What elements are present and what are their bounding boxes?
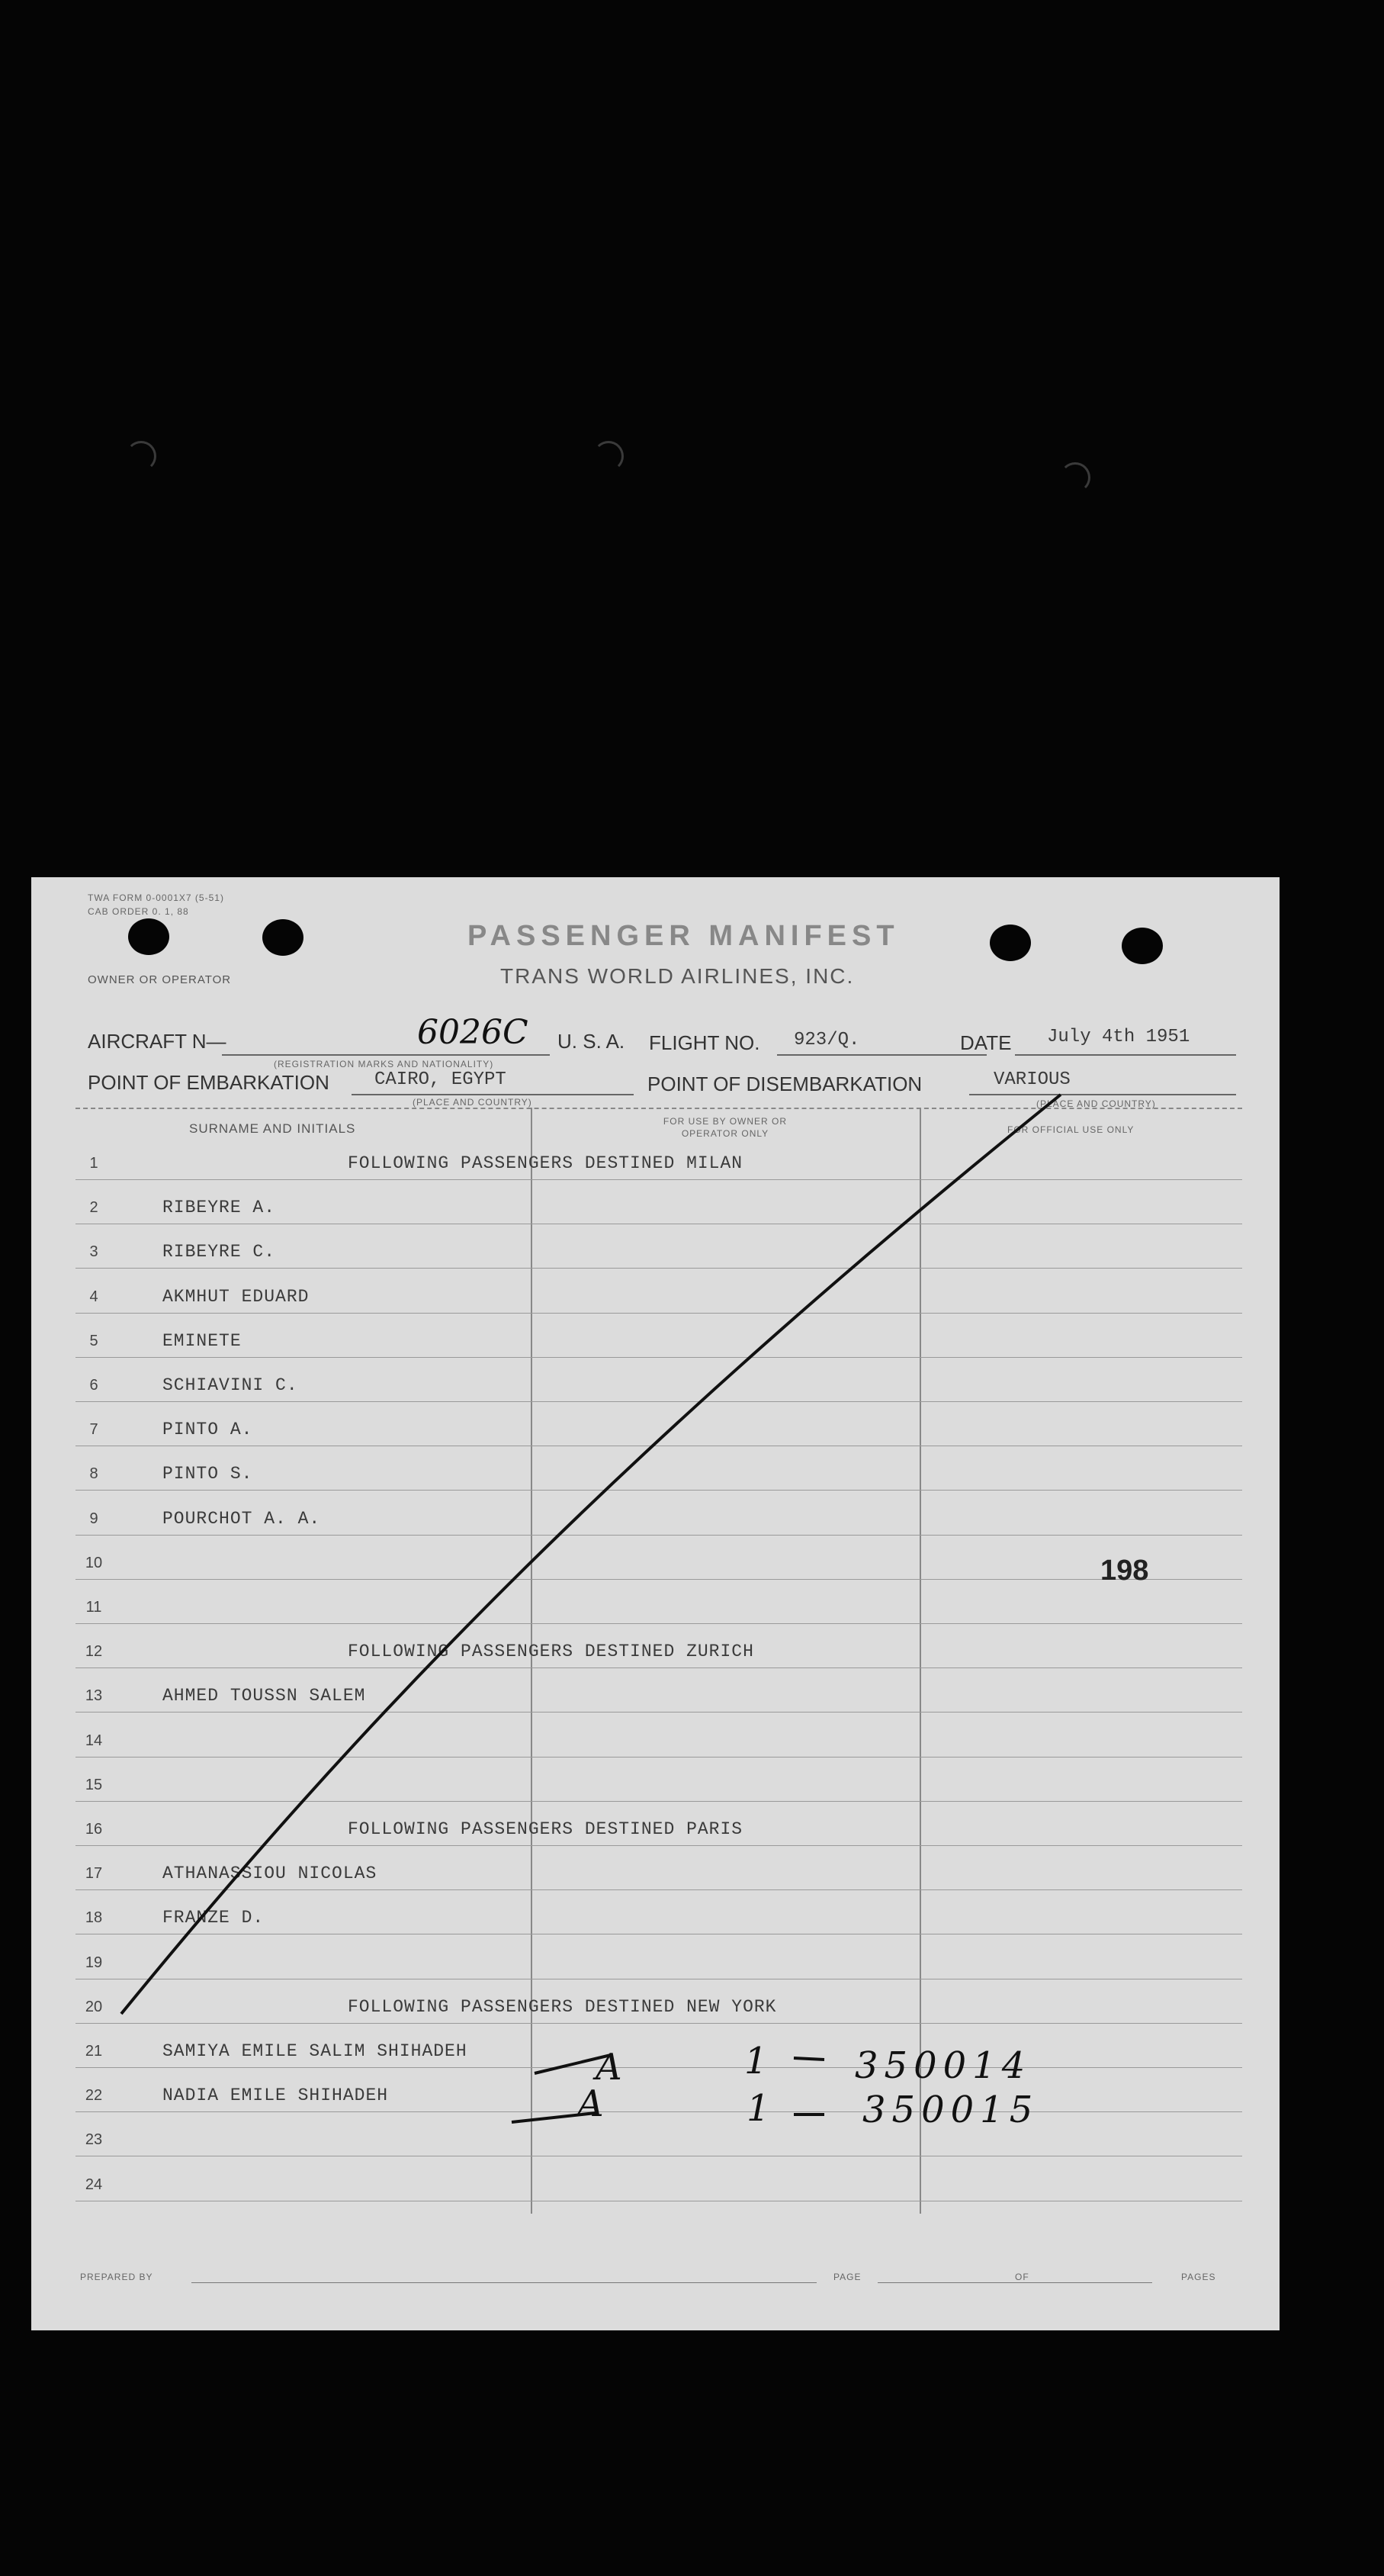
official-number: 198 <box>1100 1555 1149 1587</box>
punch-hole <box>1122 928 1163 964</box>
row-number: 3 <box>89 1243 98 1261</box>
row-number: 5 <box>89 1332 98 1349</box>
pages-label: PAGES <box>1181 2272 1216 2282</box>
row-rule <box>75 1757 1242 1758</box>
row-number: 18 <box>85 1909 103 1927</box>
row-number: 15 <box>85 1776 103 1793</box>
form-id: TWA FORM 0-0001X7 (5-51) <box>88 892 224 903</box>
of-line <box>1038 2282 1152 2283</box>
row-number: 14 <box>85 1732 103 1749</box>
row-rule <box>75 1401 1242 1402</box>
row-rule <box>75 1801 1242 1802</box>
punch-hole <box>990 925 1031 961</box>
row-number: 6 <box>89 1377 98 1394</box>
row-number: 8 <box>89 1465 98 1483</box>
manifest-sheet <box>31 877 1280 2330</box>
row-rule <box>75 1490 1242 1491</box>
row-number: 10 <box>85 1554 103 1571</box>
date-label: DATE <box>960 1031 1012 1054</box>
row-number: 4 <box>89 1288 98 1305</box>
flight-label: FLIGHT NO. <box>649 1031 760 1054</box>
flight-number: 923/Q. <box>794 1030 860 1050</box>
column-header-official-use: FOR OFFICIAL USE ONLY <box>1007 1124 1135 1135</box>
aircraft-label: AIRCRAFT N— <box>88 1030 226 1053</box>
handwritten-mark: A <box>577 2082 604 2125</box>
destination-heading: FOLLOWING PASSENGERS DESTINED ZURICH <box>348 1642 754 1662</box>
passenger-name: EMINETE <box>162 1330 242 1351</box>
row-rule <box>75 1579 1242 1580</box>
page-title: PASSENGER MANIFEST <box>467 920 900 952</box>
passenger-name: POURCHOT A. A. <box>162 1508 321 1529</box>
background-mark <box>126 441 156 471</box>
row-number: 11 <box>85 1599 102 1616</box>
handwritten-ticket-number: 350015 <box>862 2089 1039 2131</box>
row-rule <box>75 1845 1242 1846</box>
of-label: OF <box>1015 2272 1029 2282</box>
row-number: 13 <box>85 1687 103 1705</box>
row-rule <box>75 1623 1242 1624</box>
airline-name: TRANS WORLD AIRLINES, INC. <box>500 964 855 988</box>
aircraft-fill-line <box>222 1054 550 1056</box>
punch-hole <box>262 919 303 956</box>
background-mark <box>593 441 624 471</box>
row-number: 1 <box>89 1155 98 1172</box>
row-rule <box>75 2111 1242 2112</box>
flight-fill-line <box>777 1054 987 1056</box>
row-rule <box>75 2067 1242 2068</box>
passenger-name: NADIA EMILE SHIHADEH <box>162 2086 389 2106</box>
row-rule <box>75 1179 1242 1180</box>
embarkation-note: (PLACE AND COUNTRY) <box>413 1097 532 1108</box>
row-number: 9 <box>89 1510 98 1527</box>
destination-heading: FOLLOWING PASSENGERS DESTINED PARIS <box>348 1819 743 1839</box>
column-header-surname: SURNAME AND INITIALS <box>189 1121 356 1136</box>
aircraft-note: (REGISTRATION MARKS AND NATIONALITY) <box>274 1059 494 1069</box>
disembarkation-fill-line <box>969 1094 1236 1095</box>
passenger-name: SAMIYA EMILE SALIM SHIHADEH <box>162 2041 467 2061</box>
row-number: 12 <box>85 1643 103 1661</box>
date-fill-line <box>1015 1054 1236 1056</box>
aircraft-country: U. S. A. <box>557 1030 625 1053</box>
row-number: 16 <box>85 1821 103 1838</box>
row-rule <box>75 1712 1242 1713</box>
disembarkation-value: VARIOUS <box>994 1069 1071 1090</box>
passenger-name: PINTO S. <box>162 1464 253 1484</box>
prepared-by-label: PREPARED BY <box>80 2272 153 2282</box>
handwritten-mark: 1 <box>744 2040 768 2082</box>
row-rule <box>75 2023 1242 2024</box>
handwritten-mark: 1 <box>747 2087 770 2130</box>
row-rule <box>75 1313 1242 1314</box>
embarkation-value: CAIRO, EGYPT <box>374 1069 506 1090</box>
passenger-name: SCHIAVINI C. <box>162 1375 298 1395</box>
row-rule <box>75 1357 1242 1358</box>
passenger-name: FRANZE D. <box>162 1908 265 1928</box>
aircraft-number: 6026C <box>417 1013 528 1052</box>
row-number: 2 <box>89 1199 98 1217</box>
form-id: CAB ORDER 0. 1, 88 <box>88 906 189 917</box>
row-rule <box>75 1667 1242 1668</box>
embarkation-fill-line <box>352 1094 634 1095</box>
passenger-name: RIBEYRE C. <box>162 1242 276 1262</box>
passenger-name: PINTO A. <box>162 1420 253 1440</box>
disembarkation-label: POINT OF DISEMBARKATION <box>647 1073 923 1095</box>
disembarkation-note: (PLACE AND COUNTRY) <box>1036 1098 1156 1109</box>
column-header-owner-use: FOR USE BY OWNER OR OPERATOR ONLY <box>663 1116 788 1139</box>
punch-hole <box>128 918 169 955</box>
row-rule <box>75 1889 1242 1890</box>
row-number: 24 <box>85 2176 103 2193</box>
row-number: 22 <box>85 2087 103 2105</box>
passenger-name: AHMED TOUSSN SALEM <box>162 1686 366 1706</box>
passenger-name: AKMHUT EDUARD <box>162 1286 310 1307</box>
row-number: 21 <box>85 2043 103 2060</box>
row-number: 23 <box>85 2131 103 2149</box>
row-number: 17 <box>85 1865 103 1883</box>
row-rule <box>75 1268 1242 1269</box>
row-rule <box>75 1535 1242 1536</box>
passenger-name: RIBEYRE A. <box>162 1198 276 1218</box>
background-mark <box>1060 462 1090 493</box>
row-number: 20 <box>85 1998 103 2015</box>
destination-heading: FOLLOWING PASSENGERS DESTINED MILAN <box>348 1153 743 1173</box>
destination-heading: FOLLOWING PASSENGERS DESTINED NEW YORK <box>348 1996 777 2017</box>
row-number: 7 <box>89 1421 98 1439</box>
owner-label: OWNER OR OPERATOR <box>88 973 232 986</box>
prepared-by-line <box>191 2282 817 2283</box>
passenger-name: ATHANASSIOU NICOLAS <box>162 1864 377 1884</box>
page-label: PAGE <box>833 2272 862 2282</box>
row-number: 19 <box>85 1954 103 1971</box>
handwritten-ticket-number: 350014 <box>855 2044 1032 2087</box>
page-line <box>878 2282 1038 2283</box>
header-rule <box>75 1108 1242 1109</box>
handwritten-mark: A <box>596 2046 622 2089</box>
embarkation-label: POINT OF EMBARKATION <box>88 1071 329 1094</box>
flight-date: July 4th 1951 <box>1047 1027 1190 1047</box>
